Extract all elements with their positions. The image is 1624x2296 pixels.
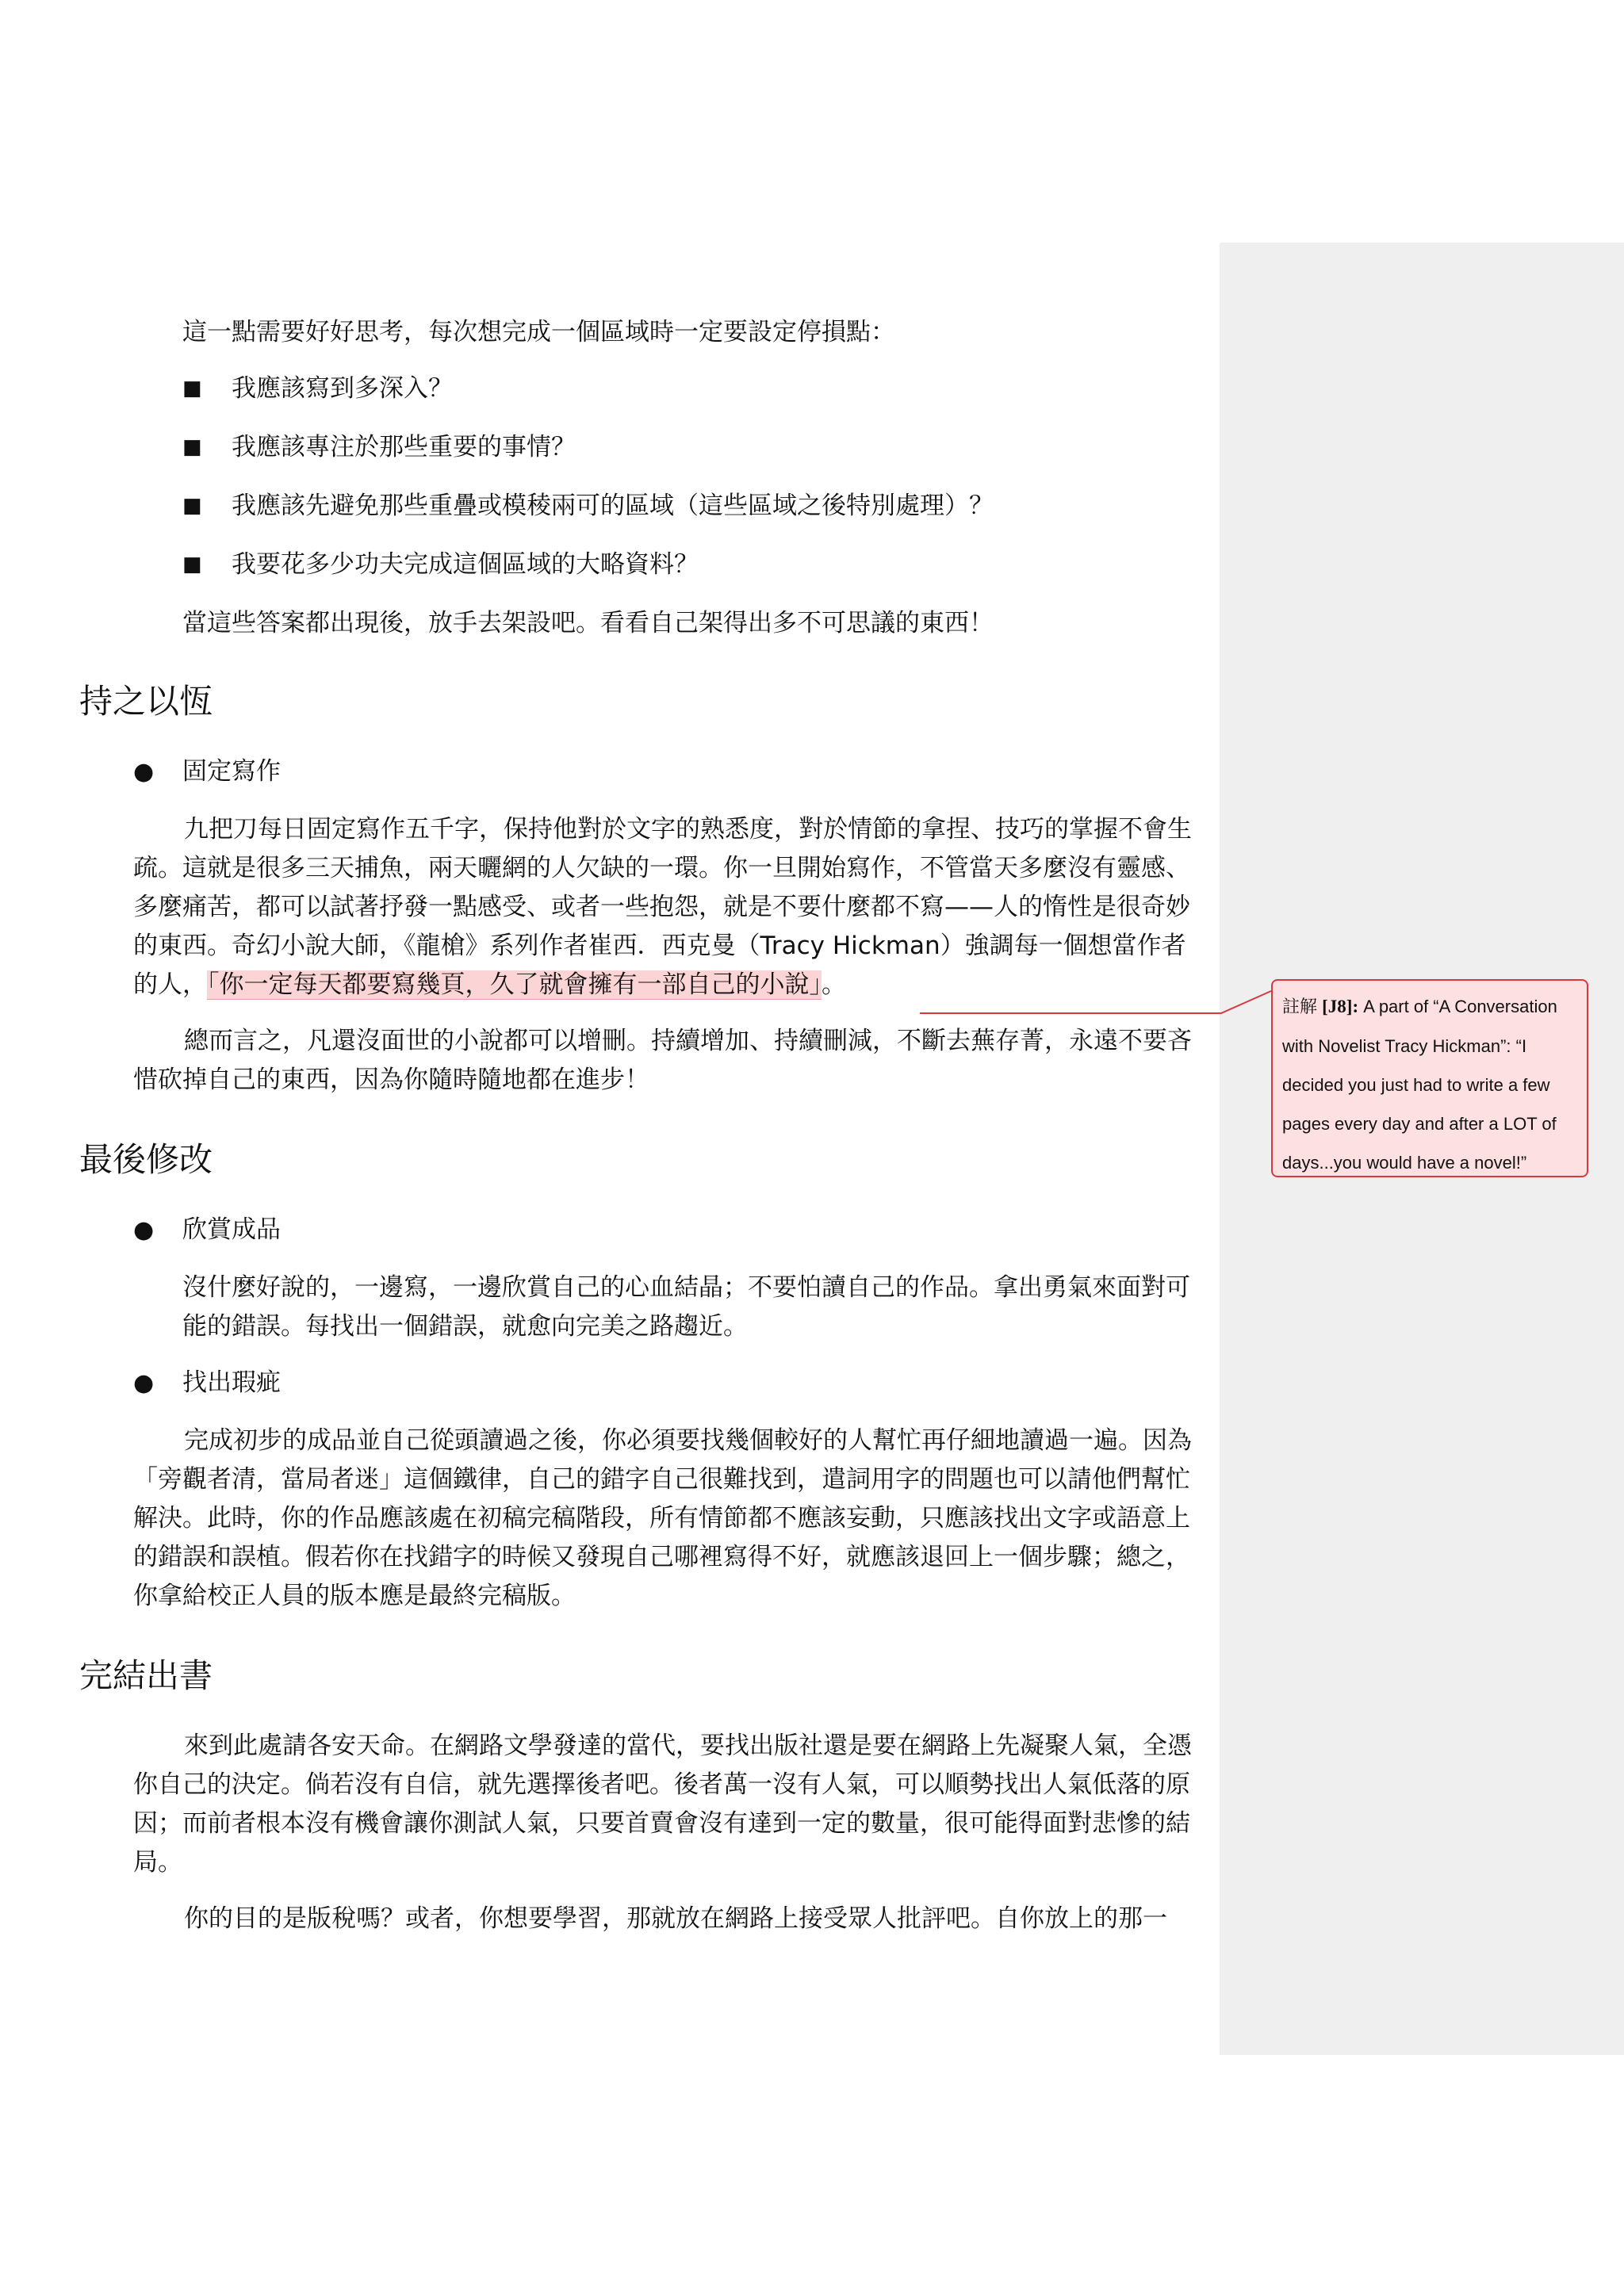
section-heading-final-revision: 最後修改 (79, 1140, 213, 1179)
list-item (79, 369, 1209, 408)
list-item (79, 545, 1209, 584)
body-paragraph: 完成初步的成品並自己從頭讀過之後，你必須要找幾個較好的人幫忙再仔細地讀過一遍。因為「旁觀者清，當局者迷」這個鐵律，自己的錯字自己很難找到，遣詞用字的問題也可以請他們幫忙解決。此時，你的作品應該處在初稿完稿階段，所有情節都不應該妄動，只應該找出文字或語意上的錯誤和誤植。假若你在找錯字的時候又發現自己哪裡寫得不好，就應該退回上一個步驟；總之，你拿給校正人員的版本應是最終完稿版。 (133, 1426, 1192, 1610)
body-paragraph: 你的目的是版稅嗎？或者，你想要學習，那就放在網路上接受眾人批評吧。自你放上的那一 (184, 1904, 1167, 1933)
bullet-label: 欣賞成品 (182, 1215, 281, 1244)
bullet-dot-icon: ● (133, 1369, 155, 1397)
list-item-text: 我應該專注於那些重要的事情？ (232, 433, 576, 461)
bullet-item (79, 752, 1209, 791)
question-list (79, 369, 1209, 584)
list-item-text: 我應該寫到多深入？ (232, 374, 453, 403)
paragraph-text: 九把刀每日固定寫作五千字，保持他對於文字的熟悉度，對於情節的拿捏、技巧的掌握不會生疏。這就是很多三天捕魚，兩天曬網的人欠缺的一環。你一旦開始寫作，不管當天多麼沒有靈感、多麼痛苦，都可以試著抒發一點感受、或者一些抱怨，就是不要什麼都不寫——人的惰性是很奇妙的東西。奇幻小說大師，《龍槍》系列作者崔西．西克曼（Tracy Hickman）強調每一個想當作者的人， (133, 815, 1192, 999)
comment-text: A part of “A Conversation with Novelist Tracy Hickman”: “I decided you just had to write a few pages every day and after a LOT of days...you would have a novel!” (1282, 997, 1557, 1173)
list-item-text: 我要花多少功夫完成這個區域的大略資料？ (232, 550, 699, 579)
comment-reference: [J8]: (1322, 997, 1359, 1016)
intro-paragraph: 這一點需要好好思考，每次想完成一個區域時一定要設定停損點： (182, 318, 895, 346)
commented-highlight[interactable]: 「你一定每天都要寫幾頁，久了就會擁有一部自己的小說」 (207, 970, 822, 999)
comment-label: 註解 (1282, 997, 1318, 1017)
list-item (79, 487, 1209, 526)
section-heading-persistence: 持之以恆 (79, 682, 213, 721)
square-bullet-icon: ■ (182, 553, 202, 576)
bullet-item (79, 1211, 1209, 1249)
body-paragraph (79, 810, 1209, 1004)
document-page (79, 313, 1209, 1956)
bullet-item (79, 1364, 1209, 1402)
closing-paragraph: 當這些答案都出現後，放手去架設吧。看看自己架得出多不可思議的東西！ (182, 609, 994, 637)
body-paragraph: 來到此處請各安天命。在網路文學發達的當代，要找出版社還是要在網路上先凝聚人氣，全憑你自己的決定。倘若沒有自信，就先選擇後者吧。後者萬一沒有人氣，可以順勢找出人氣低落的原因；而前者根本沒有機會讓你測試人氣，只要首賣會沒有達到一定的數量，很可能得面對悲慘的結局。 (133, 1732, 1192, 1877)
bullet-label: 找出瑕疵 (182, 1368, 281, 1397)
section-heading-publishing: 完結出書 (79, 1656, 213, 1695)
body-paragraph: 沒什麼好說的，一邊寫，一邊欣賞自己的心血結晶；不要怕讀自己的作品。拿出勇氣來面對可能的錯誤。每找出一個錯誤，就愈向完美之路趨近。 (182, 1273, 1190, 1341)
comment-balloon[interactable] (1271, 979, 1588, 1177)
bullet-dot-icon: ● (133, 1216, 155, 1244)
list-item (79, 428, 1209, 467)
bullet-label: 固定寫作 (182, 757, 281, 786)
square-bullet-icon: ■ (182, 377, 202, 400)
body-paragraph: 總而言之，凡還沒面世的小說都可以增刪。持續增加、持續刪減，不斷去蕪存菁，永遠不要吝惜砍掉自己的東西，因為你隨時隨地都在進步！ (133, 1027, 1192, 1094)
square-bullet-icon: ■ (182, 435, 202, 459)
list-item-text: 我應該先避免那些重疊或模稜兩可的區域（這些區域之後特別處理）？ (232, 492, 994, 520)
paragraph-text: 。 (822, 970, 846, 999)
square-bullet-icon: ■ (182, 494, 202, 518)
bullet-dot-icon: ● (133, 758, 155, 786)
